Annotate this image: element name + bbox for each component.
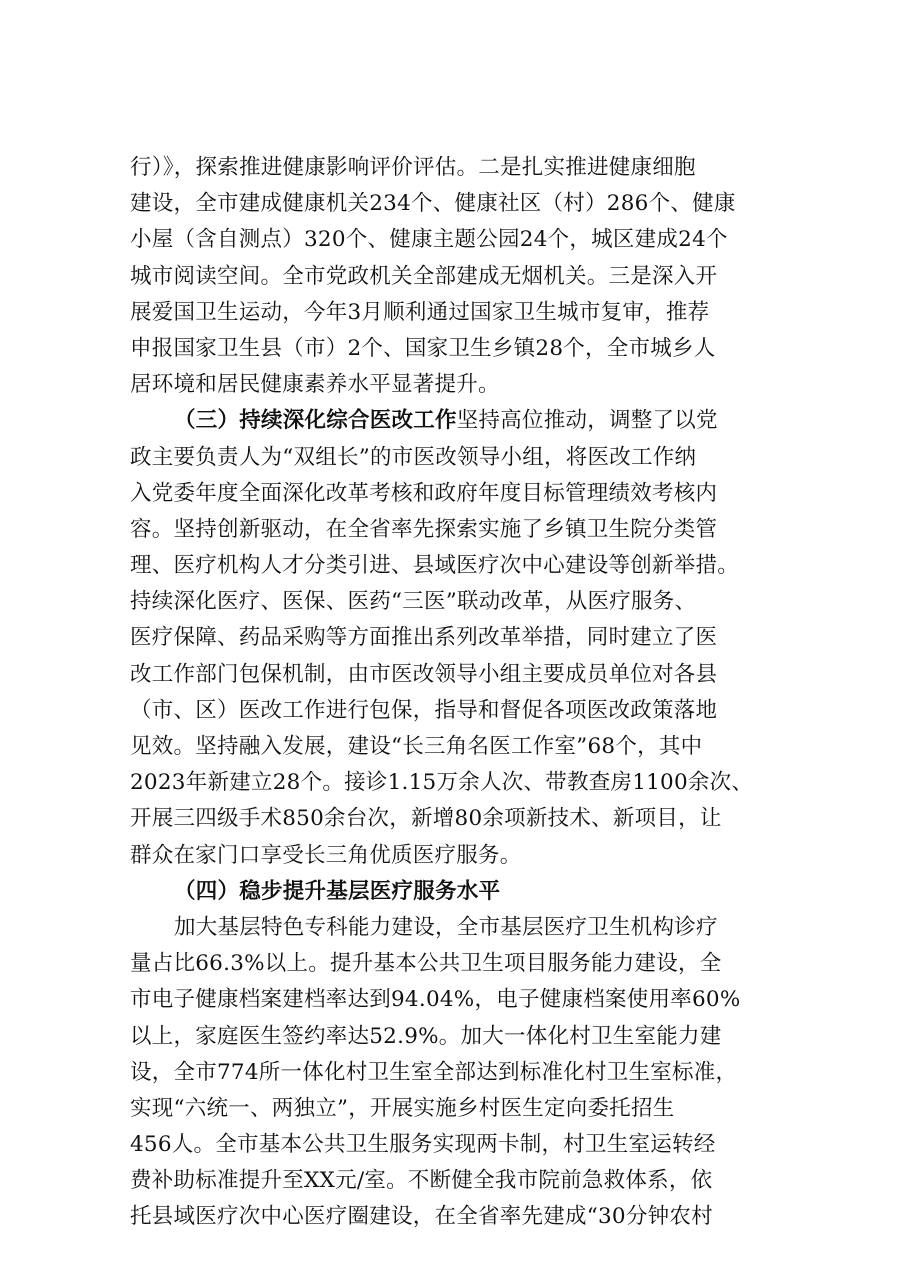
text-line: 改工作部门包保机制，由市医改领导小组主要成员单位对各县 — [130, 661, 718, 687]
text-line: 行）》，探索推进健康影响评价评估。二是扎实推进健康细胞 — [130, 155, 696, 180]
section-three-heading: （三）持续深化综合医改工作 — [174, 408, 457, 434]
section-four-heading: （四）稳步提升基层医疗服务水平 — [174, 878, 501, 904]
section-three-line — [130, 403, 810, 439]
text-line: 托县域医疗次中心医疗圈建设，在全省率先建成“30分钟农村 — [130, 1204, 713, 1230]
text-line: 医疗保障、药品采购等方面推出系列改革举措，同时建立了医 — [130, 625, 718, 651]
text-line: 量占比66.3%以上。提升基本公共卫生项目服务能力建设，全 — [130, 951, 722, 977]
text-line: 容。坚持创新驱动，在全省率先探索实施了乡镇卫生院分类管 — [130, 516, 718, 542]
text-line: （市、区）医改工作进行包保，指导和督促各项医改政策落地 — [130, 697, 718, 723]
text-line: 群众在家门口享受长三角优质医疗服务。 — [130, 842, 522, 868]
text-line: 加大基层特色专科能力建设，全市基层医疗卫生机构诊疗 — [174, 914, 718, 940]
text-line: 设，全市774所一体化村卫生室全部达到标准化村卫生室标准， — [130, 1059, 738, 1085]
text-line: 456人。全市基本公共卫生服务实现两卡制，村卫生室运转经 — [130, 1132, 716, 1158]
text-line: 展爱国卫生运动，今年3月顺利通过国家卫生城市复审，推荐 — [130, 299, 710, 325]
text-line: 费补助标准提升至XX元/室。不断健全我市院前急救体系，依 — [130, 1168, 713, 1194]
text-line: 实现“六统一、两独立”，开展实施乡村医生定向委托招生 — [130, 1095, 675, 1121]
section-three-text: 坚持高位推动，调整了以党 — [456, 408, 718, 434]
text-line: 以上，家庭医生签约率达52.9%。加大一体化村卫生室能力建 — [130, 1023, 722, 1049]
text-line: 城市阅读空间。全市党政机关全部建成无烟机关。三是深入开 — [130, 263, 718, 289]
text-line: 2023年新建立28个。接诊1.15万余人次、带教查房1100余次、 — [130, 770, 754, 796]
text-line: 建设，全市建成健康机关234个、健康社区（村）286个、健康 — [130, 191, 736, 217]
text-line: 市电子健康档案建档率达到94.04%，电子健康档案使用率60% — [130, 987, 741, 1013]
text-line: 理、医疗机构人才分类引进、县域医疗次中心建设等创新举措。 — [130, 553, 740, 579]
text-line: 政主要负责人为“双组长”的市医改领导小组，将医改工作纳 — [130, 444, 697, 470]
text-line: 申报国家卫生县（市）2个、国家卫生乡镇28个，全市城乡人 — [130, 335, 716, 361]
text-line: 开展三四级手术850余台次，新增80余项新技术、新项目，让 — [130, 806, 722, 832]
body-text — [130, 150, 810, 1236]
text-line: 居环境和居民健康素养水平显著提升。 — [130, 372, 500, 398]
text-line: 持续深化医疗、医保、医药“三医”联动改革，从医疗服务、 — [130, 589, 697, 615]
text-line: 入党委年度全面深化改革考核和政府年度目标管理绩效考核内 — [130, 480, 718, 506]
text-line: 小屋（含自测点）320个、健康主题公园24个，城区建成24个 — [130, 227, 728, 253]
text-line: 见效。坚持融入发展，建设“长三角名医工作室”68个，其中 — [130, 734, 703, 759]
